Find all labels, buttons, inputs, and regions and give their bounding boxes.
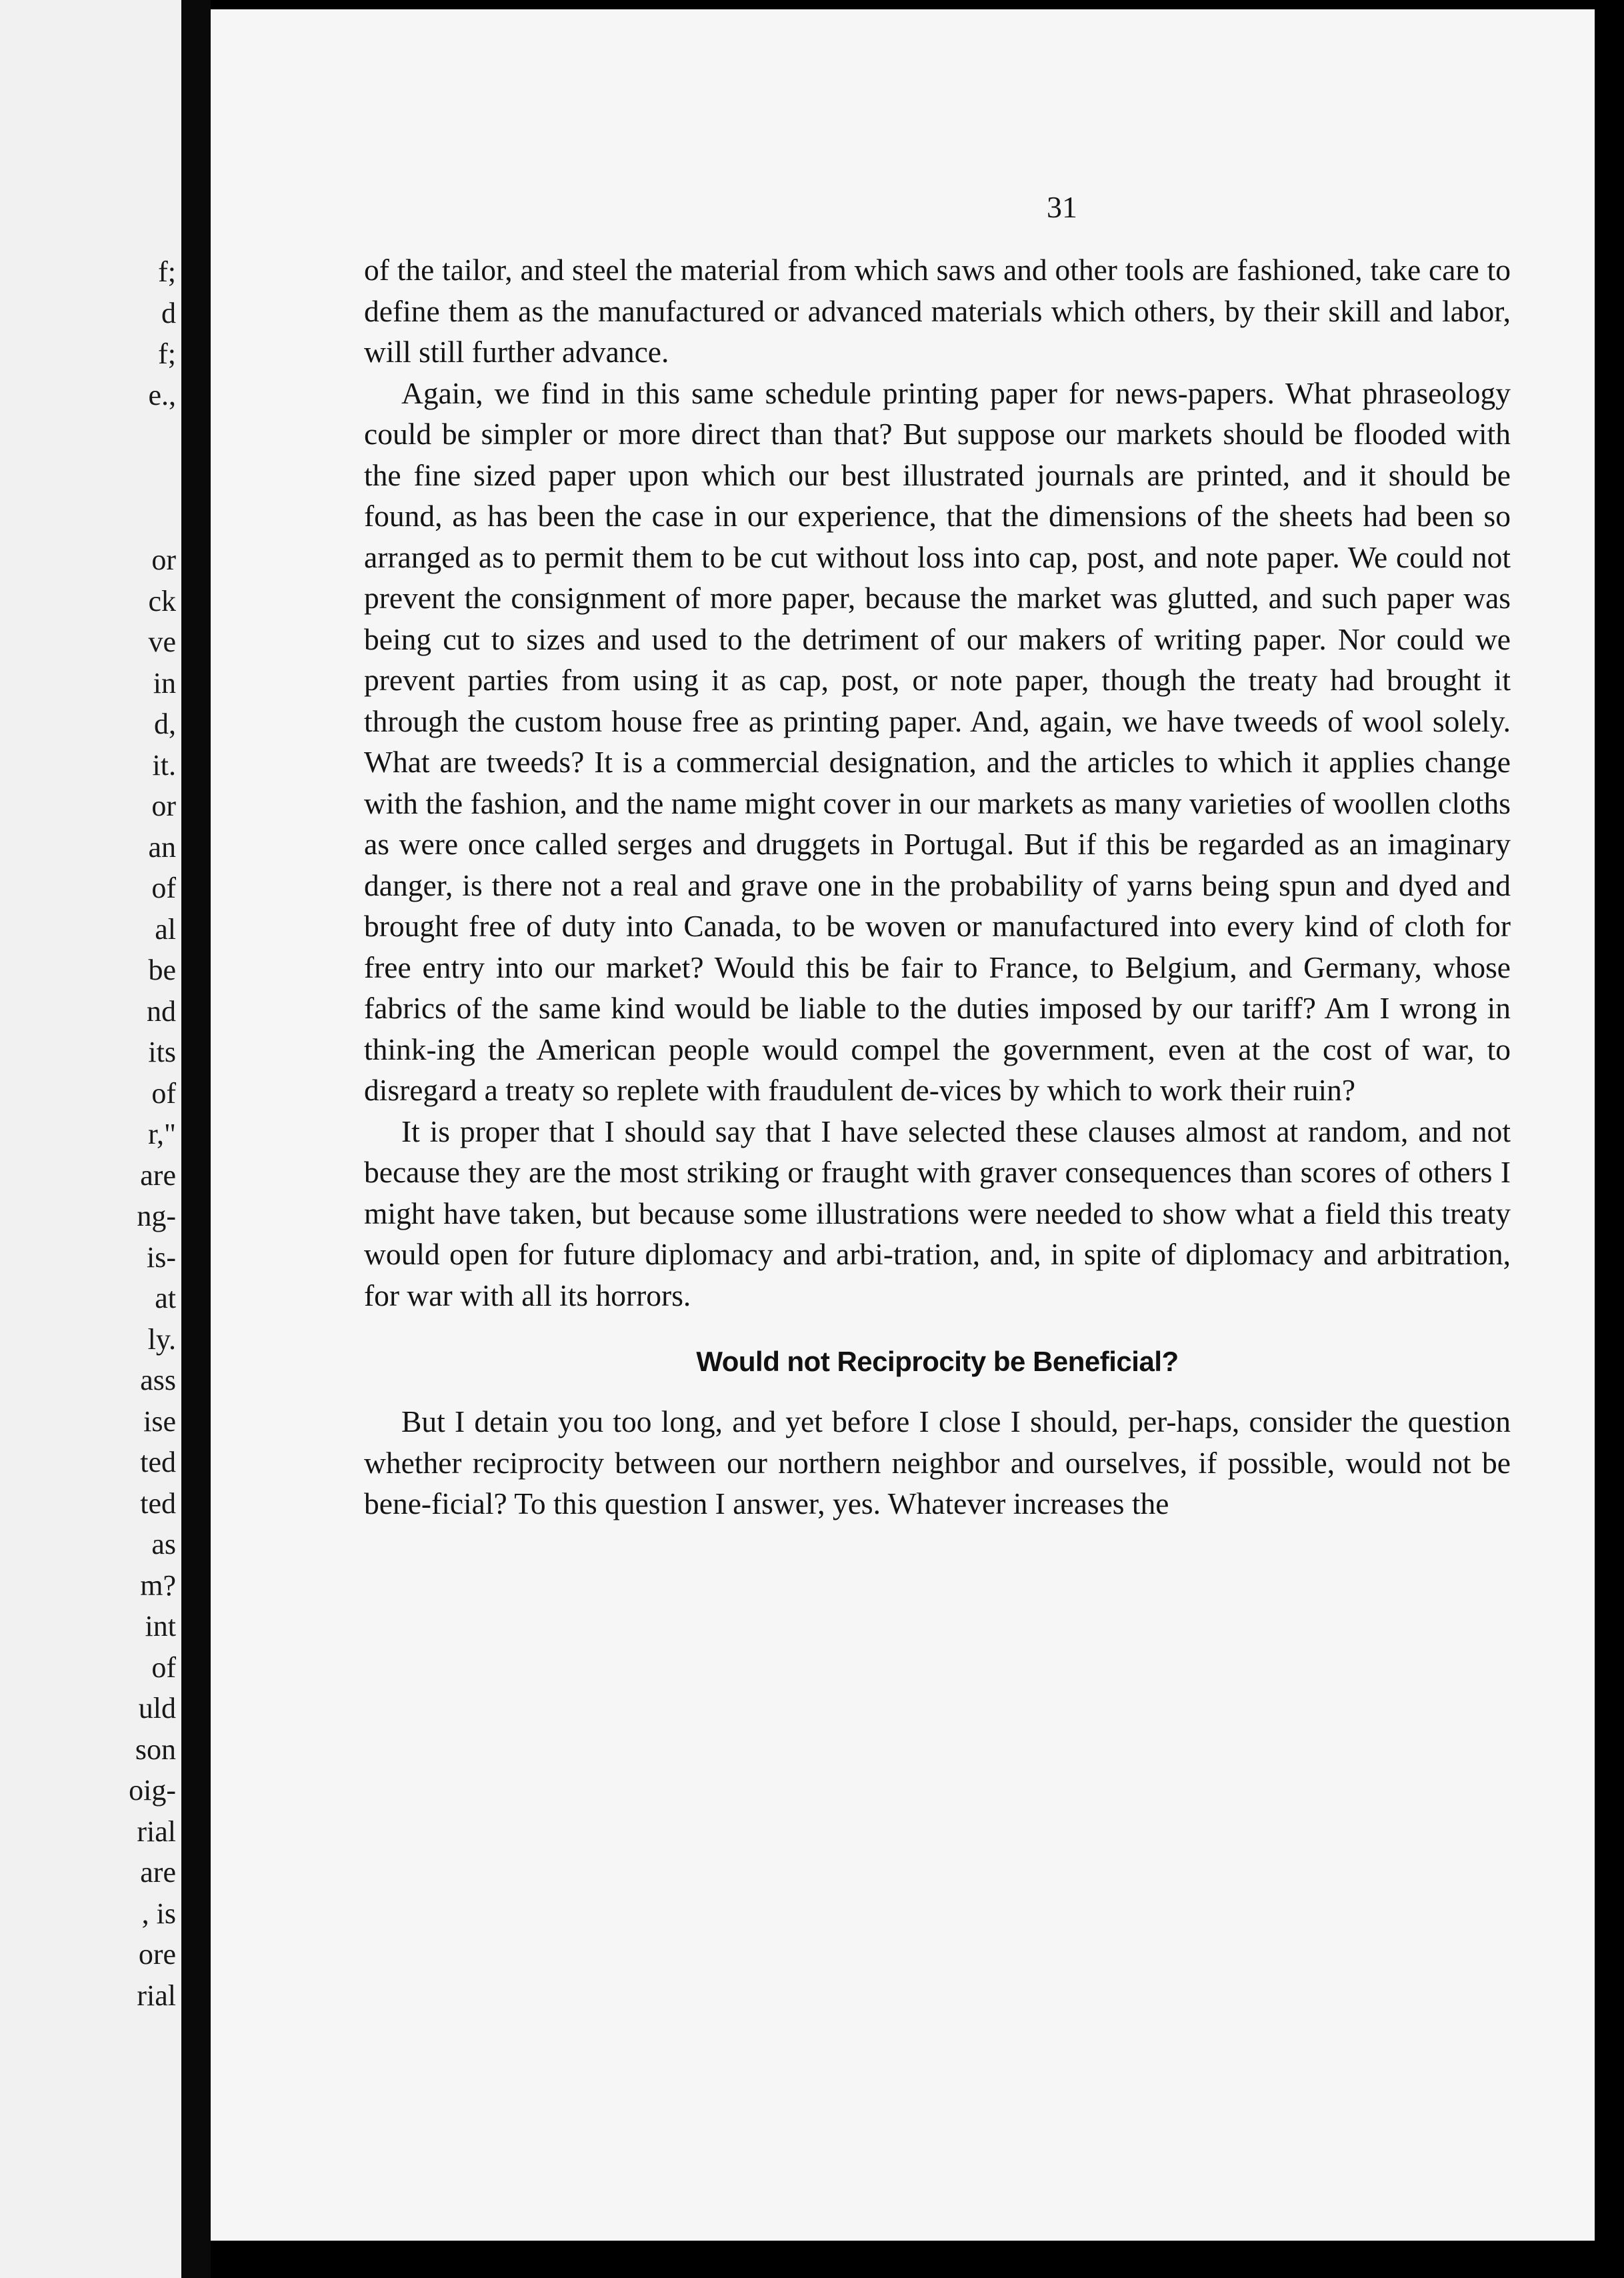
previous-page-fragment-line: ted <box>140 1486 176 1520</box>
previous-page-fragment-line: nd <box>147 994 176 1028</box>
previous-page-fragment-line: f; <box>158 255 176 288</box>
paragraph-selected-clauses: It is proper that I should say that I have selected these clauses almost at random, and not because they are the most striking or fraught with graver consequences than scores of others I might have taken, but because some illustrations were needed to show what a field this treaty would open for future diplomacy and arbi-tration, and, in spite of diplomacy and arbitration, for war with all its horrors. <box>364 1114 1511 1312</box>
previous-page-fragment-line: uld <box>138 1692 176 1725</box>
previous-page-fragment-line: ass <box>140 1364 176 1396</box>
page-number: 31 <box>1047 190 1077 224</box>
previous-page-fragment-line: r," <box>148 1118 176 1150</box>
previous-page-fragment-line: rial <box>137 1979 176 2012</box>
previous-page-fragment-line: m? <box>140 1568 176 1602</box>
previous-page-fragment-line: d <box>161 296 176 329</box>
previous-page-fragment-line: or <box>151 543 176 576</box>
current-page <box>211 9 1595 2241</box>
previous-page-fragment-line: be <box>148 954 176 986</box>
previous-page-fragment-line: ng- <box>137 1200 176 1232</box>
page-body <box>364 249 1511 1524</box>
previous-page-fragment-line: of <box>151 1076 176 1110</box>
previous-page-fragment-line: e., <box>148 378 176 411</box>
previous-page-fragment-line: rial <box>137 1815 176 1848</box>
previous-page-fragment-line: d, <box>154 708 176 740</box>
book-spine <box>181 0 211 2278</box>
previous-page-fragment-line: ise <box>143 1404 176 1438</box>
previous-page-fragment-line: int <box>145 1610 176 1642</box>
previous-page-fragment <box>0 0 181 2278</box>
previous-page-fragment-line: it. <box>152 748 176 782</box>
previous-page-fragment-line: are <box>140 1856 176 1889</box>
previous-page-fragment-line: ve <box>148 626 176 658</box>
previous-page-fragment-line: ly. <box>147 1322 176 1356</box>
previous-page-fragment-line: oig- <box>129 1774 176 1807</box>
previous-page-fragment-line: ted <box>140 1446 176 1478</box>
previous-page-fragment-line: in <box>153 666 176 700</box>
previous-page-fragment-line: son <box>135 1733 176 1766</box>
previous-page-fragment-line: , is <box>141 1897 176 1930</box>
previous-page-fragment-line: of <box>151 1650 176 1684</box>
previous-page-fragment-line: is- <box>147 1240 176 1274</box>
previous-page-fragment-line: ore <box>138 1938 176 1971</box>
previous-page-fragment-line: of <box>151 872 176 904</box>
previous-page-fragment-line: al <box>155 912 176 946</box>
previous-page-fragment-line: are <box>140 1158 176 1192</box>
previous-page-fragment-line: at <box>155 1282 176 1314</box>
previous-page-fragment-line: its <box>148 1036 176 1068</box>
previous-page-fragment-line: an <box>148 830 176 864</box>
paragraph-reciprocity: But I detain you too long, and yet before I close I should, per-haps, consider the question whether reciprocity between our northern neighbor and ourselves, if possible, would not be bene-ficial? To this question I answer, yes. Whatever increases the <box>364 1404 1511 1520</box>
previous-page-fragment-line: f; <box>158 337 176 370</box>
paragraph-continuation: of the tailor, and steel the material from which saws and other tools are fashioned, take care to define them as the manufactured or advanced materials which others, by their skill and labor, will still further advance. <box>364 253 1511 369</box>
previous-page-line-fragments <box>0 0 181 2278</box>
paragraph-printing-paper: Again, we find in this same schedule printing paper for news-papers. What phraseology could be simpler or more direct than that? But suppose our markets should be flooded with the fine sized paper upon which our best illustrated journals are printed, and it should be found, as has been the case in our experience, that the dimensions of the sheets had been so arranged as to permit them to be cut without loss into cap, post, and note paper. We could not prevent the consignment of more paper, because the market was glutted, and such paper was being cut to sizes and used to the detriment of our makers of writing paper. Nor could we prevent parties from using it as cap, post, or note paper, though the treaty had brought it through the custom house free as printing paper. And, again, we have tweeds of wool solely. What are tweeds? It is a commercial designation, and the articles to which it applies change with the fashion, and the name might cover in our markets as many varieties of woollen cloths as were once called serges and druggets in Portugal. But if this be regarded as an imaginary danger, is there not a real and grave one in the probability of yarns being spun and dyed and brought free of duty into Canada, to be woven or manufactured into every kind of cloth for free entry into our market? Would this be fair to France, to Belgium, and Germany, whose fabrics of the same kind would be liable to the duties imposed by our tariff? Am I wrong in think-ing the American people would compel the government, even at the cost of war, to disregard a treaty so replete with fraudulent de-vices by which to work their ruin? <box>364 375 1511 1107</box>
previous-page-fragment-line: as <box>151 1528 176 1560</box>
previous-page-fragment-line: or <box>151 790 176 822</box>
previous-page-fragment-line: ck <box>148 584 176 618</box>
section-heading: Would not Reciprocity be Beneficial? <box>696 1346 1179 1377</box>
